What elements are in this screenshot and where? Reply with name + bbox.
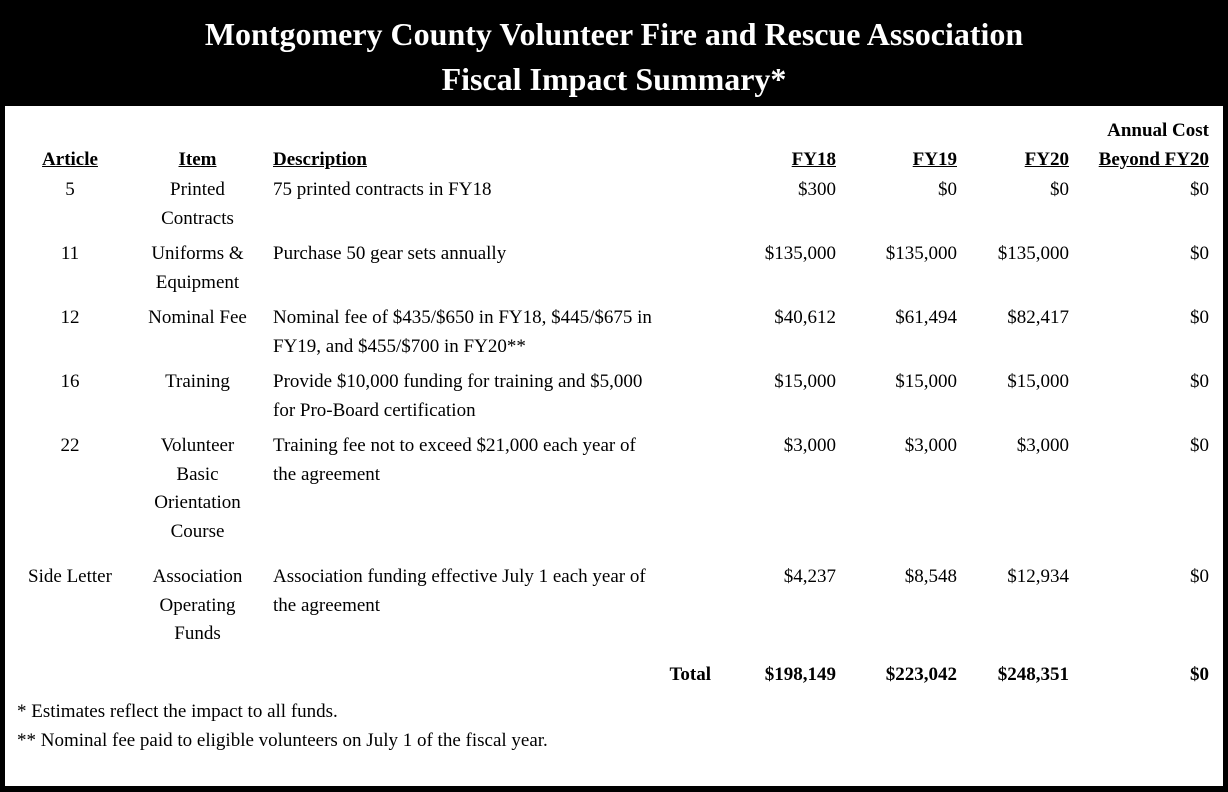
header-beyond-fy20: Beyond FY20 xyxy=(1098,149,1209,170)
row-item-line: Basic xyxy=(176,463,219,485)
row-description-line: Association funding effective July 1 each year of xyxy=(273,566,646,587)
row-fy18: $135,000 xyxy=(764,243,836,264)
row-beyond-fy20: $0 xyxy=(1190,243,1209,264)
header-article: Article xyxy=(42,149,98,170)
row-item-line: Operating xyxy=(159,594,236,616)
row-fy19: $15,000 xyxy=(895,371,957,392)
total-fy19: $223,042 xyxy=(885,664,957,685)
summary-table xyxy=(5,106,1223,786)
row-fy20: $135,000 xyxy=(997,243,1069,264)
row-article: 22 xyxy=(60,435,80,456)
row-fy20: $3,000 xyxy=(1016,435,1069,456)
row-fy18: $300 xyxy=(798,179,836,200)
row-fy19: $3,000 xyxy=(904,435,957,456)
row-beyond-fy20: $0 xyxy=(1190,179,1209,200)
header-fy19: FY19 xyxy=(912,149,957,170)
row-fy18: $15,000 xyxy=(774,371,836,392)
row-item-line: Contracts xyxy=(161,207,234,229)
row-description-line: Training fee not to exceed $21,000 each year of xyxy=(273,435,636,456)
header-fy18: FY18 xyxy=(791,149,836,170)
row-beyond-fy20: $0 xyxy=(1190,307,1209,328)
row-fy18: $40,612 xyxy=(774,307,836,328)
row-description-line: Nominal fee of $435/$650 in FY18, $445/$675 in xyxy=(273,307,652,328)
row-article: 11 xyxy=(60,243,80,264)
row-beyond-fy20: $0 xyxy=(1190,566,1209,587)
header-fy20: FY20 xyxy=(1024,149,1069,170)
total-fy20: $248,351 xyxy=(997,664,1069,685)
total-label: Total xyxy=(669,664,711,685)
row-description-line: Purchase 50 gear sets annually xyxy=(273,243,507,264)
row-fy20: $12,934 xyxy=(1007,566,1069,587)
row-fy19: $61,494 xyxy=(895,307,957,328)
row-article: 16 xyxy=(60,371,80,392)
row-article: 12 xyxy=(60,307,80,328)
row-item-line: Volunteer xyxy=(160,435,235,456)
row-item-line: Orientation xyxy=(154,492,241,513)
row-item-line: Training xyxy=(165,371,230,392)
row-description-line: 75 printed contracts in FY18 xyxy=(273,179,492,200)
row-description-line: the agreement xyxy=(273,463,381,485)
row-fy20: $82,417 xyxy=(1007,307,1069,328)
row-fy18: $4,237 xyxy=(783,566,836,587)
footnote-estimates: * Estimates reflect the impact to all funds. xyxy=(17,701,338,722)
page-subtitle: Fiscal Impact Summary* xyxy=(441,61,787,97)
header-annual-cost: Annual Cost xyxy=(1107,120,1209,141)
row-item-line: Uniforms & xyxy=(151,243,244,264)
row-item-line: Association xyxy=(152,566,243,587)
row-description-line: for Pro-Board certification xyxy=(273,399,476,421)
header-description: Description xyxy=(273,149,367,170)
row-fy19: $135,000 xyxy=(885,243,957,264)
row-article: 5 xyxy=(65,179,75,200)
row-fy19: $0 xyxy=(938,179,957,200)
row-beyond-fy20: $0 xyxy=(1190,371,1209,392)
row-description-line: Provide $10,000 funding for training and $5,000 xyxy=(273,371,643,392)
row-item-line: Printed xyxy=(170,179,225,200)
header-item: Item xyxy=(178,149,217,170)
row-item-line: Course xyxy=(170,520,225,542)
header-banner xyxy=(0,0,1228,106)
row-fy20: $15,000 xyxy=(1007,371,1069,392)
row-item-line: Equipment xyxy=(155,271,240,293)
row-item-line: Nominal Fee xyxy=(148,307,247,328)
total-fy18: $198,149 xyxy=(764,664,836,685)
row-article: Side Letter xyxy=(28,566,112,587)
row-description-line: the agreement xyxy=(273,594,381,616)
row-fy20: $0 xyxy=(1050,179,1069,200)
row-fy19: $8,548 xyxy=(904,566,957,587)
row-description-line: FY19, and $455/$700 in FY20** xyxy=(273,335,526,357)
page-title: Montgomery County Volunteer Fire and Rescue Association xyxy=(204,16,1024,52)
footnote-nominal-fee: ** Nominal fee paid to eligible volunteers on July 1 of the fiscal year. xyxy=(17,730,548,751)
row-fy18: $3,000 xyxy=(783,435,836,456)
row-item-line: Funds xyxy=(174,623,221,644)
row-beyond-fy20: $0 xyxy=(1190,435,1209,456)
total-beyond-fy20: $0 xyxy=(1190,664,1209,685)
